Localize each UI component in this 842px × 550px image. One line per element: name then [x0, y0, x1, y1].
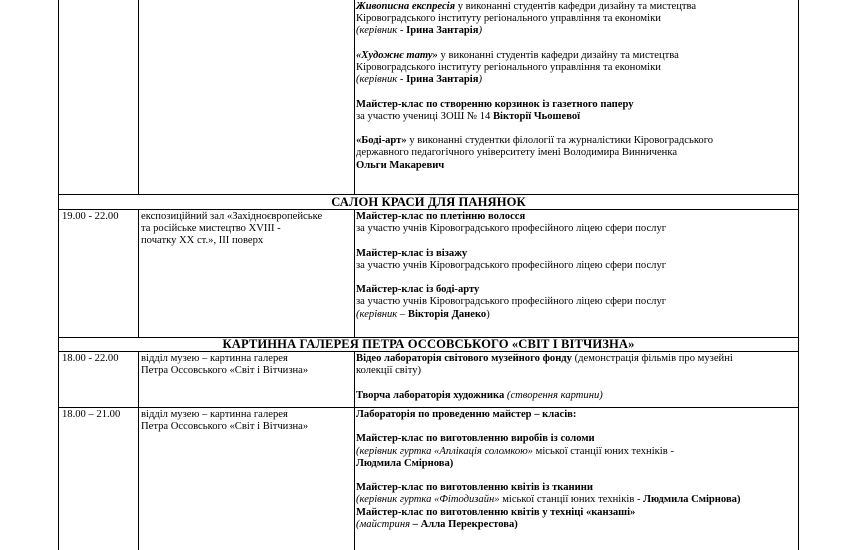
text-line [356, 74, 796, 86]
text-line [356, 507, 796, 519]
text-run: колекції світу) [356, 365, 422, 377]
text-run: (керівник гуртка «Аплікація соломкою» [356, 445, 533, 457]
text-line [356, 147, 796, 159]
place-line: Петра Оссовського «Світ і Вітчизна» [141, 421, 309, 433]
line-spacer [356, 421, 796, 433]
column-divider [354, 0, 355, 194]
text-run: Ольги Макаревич [356, 159, 445, 171]
schedule-table [58, 0, 799, 550]
event-description-block-1 [356, 1, 796, 172]
event-place [141, 211, 349, 248]
place-line: початку XX ст.», III поверх [141, 235, 264, 247]
event-description-block-2 [356, 211, 796, 321]
text-run: у виконанні студентки філології та журналістики Кіровоградського [406, 135, 714, 147]
text-run: у виконанні студентів кафедри дизайну та мистецтва [437, 49, 679, 61]
text-run: Майстер-клас по створенню корзинок із газетного паперу [356, 98, 634, 110]
section-heading-gallery: КАРТИННА ГАЛЕРЕЯ ПЕТРА ОССОВСЬКОГО «СВІТ І ВІТЧИЗНА» [222, 337, 635, 351]
text-run: (керівник гуртка «Фітодизайн» [356, 494, 500, 506]
row-divider [59, 351, 798, 352]
text-line [356, 50, 796, 62]
text-line [356, 13, 796, 25]
text-line [356, 111, 796, 123]
text-line [356, 482, 796, 494]
text-run: – Алла Перекрестова) [410, 518, 518, 530]
text-line [356, 353, 796, 365]
text-run: Людмила Смірнова) [356, 457, 454, 469]
text-run: ) [478, 74, 482, 86]
text-run: Живописна експресія [356, 1, 456, 12]
event-place [141, 353, 351, 377]
text-line [356, 248, 796, 260]
line-spacer [356, 377, 796, 389]
text-run: (майстриня [356, 518, 411, 530]
column-divider [354, 351, 355, 550]
text-run: (керівник - [356, 25, 407, 37]
text-run: – [397, 308, 408, 320]
column-divider [138, 0, 139, 194]
text-line [356, 1, 796, 13]
line-spacer [356, 38, 796, 50]
text-run: Кіровоградського інституту регіонального управління та економіки [356, 62, 661, 73]
row-divider [59, 407, 798, 408]
column-divider [138, 209, 139, 337]
text-run: Відео лабораторія світового музейного фонду [356, 353, 572, 364]
text-run: Творча лабораторія художника [356, 389, 505, 401]
text-run: Лабораторія по проведенню майстер – класів: [356, 409, 577, 420]
text-line [356, 260, 796, 272]
text-line [356, 494, 796, 506]
text-run: ) [478, 25, 482, 37]
text-run: Кіровоградського інституту регіонального управління та економіки [356, 13, 661, 25]
text-line [356, 62, 796, 74]
column-divider [354, 209, 355, 337]
text-line [356, 409, 796, 421]
text-run: Майстер-клас по виготовленню квітів із тканини [356, 482, 593, 494]
text-line [356, 296, 796, 308]
text-line [356, 160, 796, 172]
place-line: експозиційний зал «Західноєвропейське [141, 211, 323, 222]
place-line: відділ музею – картинна галерея [141, 409, 288, 420]
event-description-block-4 [356, 409, 796, 531]
text-run: за участю учнів Кіровоградського професійного ліцею сфери послуг [356, 259, 667, 271]
line-spacer [356, 272, 796, 284]
text-run: Ірина Зантарія [406, 74, 479, 86]
text-run: у виконанні студентів кафедри дизайну та мистецтва [455, 1, 697, 12]
row-divider [59, 209, 798, 210]
text-run: за участю учениці ЗОШ № 14 [356, 110, 493, 122]
text-run: Людмила Смірнова) [643, 494, 741, 506]
line-spacer [356, 123, 796, 135]
text-line [356, 284, 796, 296]
text-line [356, 365, 796, 377]
line-spacer [356, 470, 796, 482]
text-run: ) [486, 308, 490, 320]
text-run: державного педагогічного університету імені Володимира Винниченка [356, 147, 678, 159]
event-time: 19.00 - 22.00 [62, 211, 119, 222]
text-run: Вікторії Чьошевої [492, 110, 581, 122]
text-run: Майстер-клас із боді-арту [356, 284, 480, 296]
text-run: «Боді-арт» [356, 135, 407, 147]
text-line [356, 135, 796, 147]
text-line [356, 458, 796, 470]
column-divider [138, 351, 139, 550]
place-line: та російське мистецтво XVIII - [141, 223, 281, 235]
text-run: Майстер-клас по виготовленню квітів у техніці «канзаші» [356, 506, 636, 518]
text-run: Майстер-клас по плетінню волосся [356, 211, 526, 222]
text-run: за участю учнів Кіровоградського професійного ліцею сфери послуг [356, 296, 667, 308]
text-run: за участю учнів Кіровоградського професійного ліцею сфери послуг [356, 223, 667, 235]
place-line: Петра Оссовського «Світ і Вітчизна» [141, 365, 309, 377]
line-spacer [356, 86, 796, 98]
event-time: 18.00 – 21.00 [62, 409, 121, 420]
text-line [356, 433, 796, 445]
text-run: (демонстрація фільмів про музейні [571, 353, 733, 364]
event-description-block-3 [356, 353, 796, 402]
text-line [356, 309, 796, 321]
text-line [356, 223, 796, 235]
text-line [356, 390, 796, 402]
text-run: «Художнє тату» [356, 49, 438, 61]
section-heading-beauty-salon: САЛОН КРАСИ ДЛЯ ПАНЯНОК [331, 195, 526, 209]
text-line [356, 99, 796, 111]
text-run: (керівник [356, 308, 398, 320]
text-run: (створення картини) [504, 389, 603, 401]
text-run: Ірина Зантарія [406, 25, 479, 37]
text-run: Вікторія Данеко [407, 308, 487, 320]
event-place [141, 409, 351, 433]
text-run: (керівник - [356, 74, 407, 86]
place-line: відділ музею – картинна галерея [141, 353, 288, 364]
text-run: Майстер-клас із візажу [356, 247, 468, 259]
text-line [356, 25, 796, 37]
text-run: міської станції юних техніків - [499, 494, 644, 506]
text-line [356, 211, 796, 223]
line-spacer [356, 235, 796, 247]
text-line [356, 446, 796, 458]
event-time: 18.00 - 22.00 [62, 353, 119, 364]
text-run: міської станції юних техніків - [532, 445, 674, 457]
text-line [356, 519, 796, 531]
text-run: Майстер-клас по виготовленню виробів із соломи [356, 433, 595, 445]
